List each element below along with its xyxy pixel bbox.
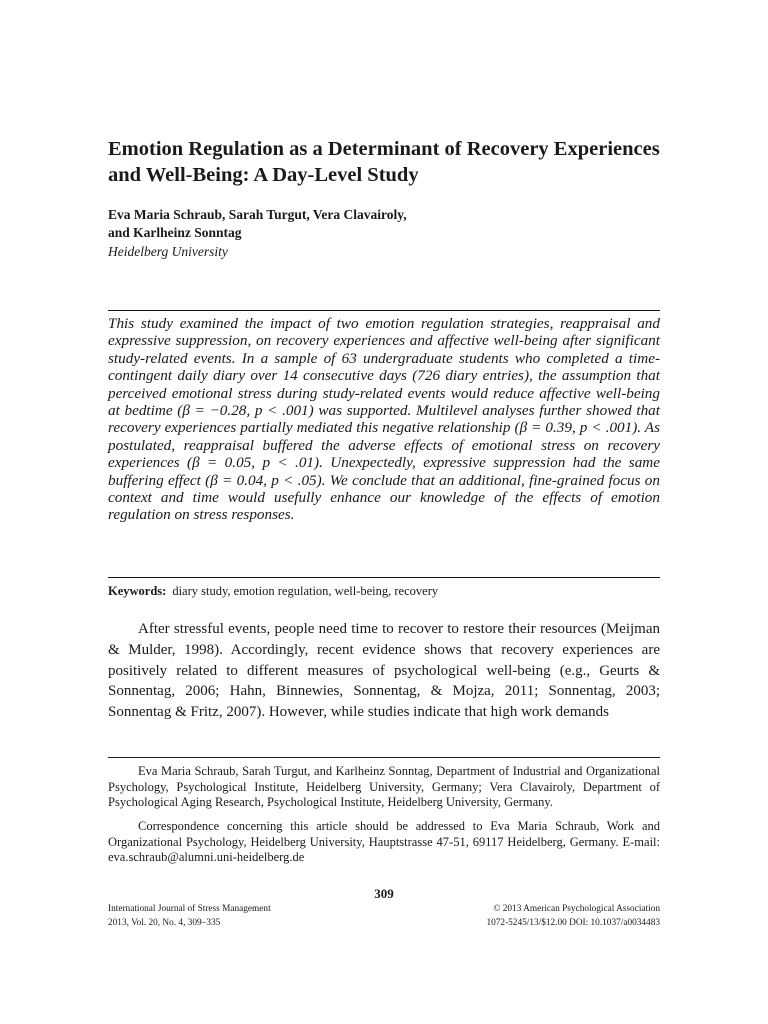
keywords-label: Keywords: [108,584,167,598]
issn-doi: 1072-5245/13/$12.00 DOI: 10.1037/a0034483 [486,918,660,928]
volume-info: 2013, Vol. 20, No. 4, 309–335 [108,918,221,928]
keywords-list: diary study, emotion regulation, well-being, recovery [172,584,439,598]
journal-name: International Journal of Stress Management [108,904,271,914]
abstract-bottom-rule [108,577,660,578]
page-number: 309 [374,886,394,901]
abstract-top-rule [108,310,660,311]
author-list [108,206,628,242]
footnote-rule [108,757,660,758]
keywords [108,583,660,600]
author-note-affiliations: Eva Maria Schraub, Sarah Turgut, and Karlheinz Sonntag, Department of Industrial and Organizational Psychology, Psychological Institute, Heidelberg University, Germany; Vera Clavairoly, Department of Psychological Aging Research, Psychological Institute, Heidelberg University, Germany. [108,764,660,809]
author-note-correspondence: Correspondence concerning this article should be addressed to Eva Maria Schraub, Work and Organizational Psychology, Heidelberg University, Hauptstrasse 47-51, 69117 Heidelberg, Germany. E-mail: eva.schraub@alumni.uni-heidelberg.de [108,819,660,864]
abstract: This study examined the impact of two emotion regulation strategies, reappraisal and expressive suppression, on recovery experiences and affective well-being after significant study-related events. In a sample of 63 undergraduate students who completed a time-contingent daily diary over 14 consecutive days (726 diary entries), the assumption that perceived emotional stress during study-related events would reduce affective well-being at bedtime (β = −0.28, p < .001) was supported. Multilevel analyses further showed that recovery experiences partially mediated this negative relationship (β = 0.39, p < .001). As postulated, reappraisal buffered the adverse effects of emotional stress on recovery experiences (β = 0.05, p < .01). Unexpectedly, expressive suppression had the same buffering effect (β = 0.04, p < .05). We conclude that an additional, fine-grained focus on context and time would usefully enhance our knowledge of the effects of emotion regulation on stress responses. [108,315,660,524]
article-title: Emotion Regulation as a Determinant of Recovery Experiences and Well-Being: A Day-Level Study [108,138,660,186]
affiliation: Heidelberg University [108,244,228,259]
authors-line-1: Eva Maria Schraub, Sarah Turgut, Vera Clavairoly, [108,207,407,222]
authors-line-2: and Karlheinz Sonntag [108,225,242,240]
publisher-footer [486,902,660,930]
copyright: © 2013 American Psychological Association [493,904,660,914]
body-paragraph: After stressful events, people need time to recover to restore their resources (Meijman & Mulder, 1998). Accordingly, recent evidence shows that recovery experiences are positively related to different measures of psychological well-being (e.g., Geurts & Sonnentag, 2006; Hahn, Binnewies, Sonnentag, & Mojza, 2011; Sonnentag, 2003; Sonnentag & Fritz, 2007). However, while studies indicate that high work demands [108,621,660,721]
journal-footer [108,902,271,930]
